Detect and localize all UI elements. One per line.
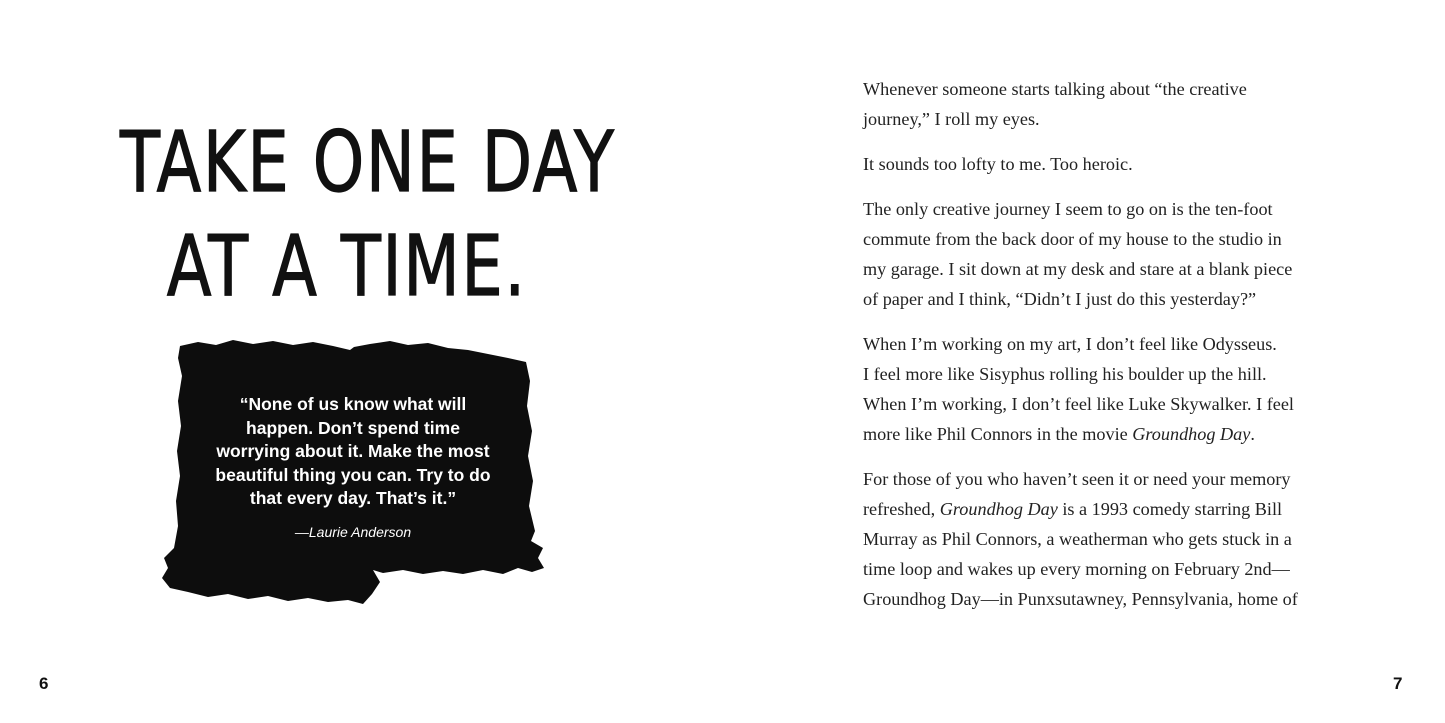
text-line: time loop and wakes up every morning on February 2nd— — [863, 559, 1290, 579]
text-line: Murray as Phil Connors, a weatherman who gets stuck in a — [863, 529, 1292, 549]
text-segment: is a 1993 comedy starring Bill — [1057, 499, 1283, 519]
text-segment: more like Phil Connors in the movie — [863, 424, 1133, 444]
left-page — [0, 0, 722, 723]
right-page — [722, 0, 1445, 723]
text-line: When I’m working on my art, I don’t feel like Odysseus. — [863, 334, 1277, 354]
text-line: journey,” I roll my eyes. — [863, 109, 1040, 129]
movie-title: Groundhog Day — [939, 499, 1058, 519]
headline-line-1: TAKE ONE DAY — [120, 113, 616, 211]
text-line: my garage. I sit down at my desk and stare at a blank piece — [863, 259, 1293, 279]
text-line: Whenever someone starts talking about “the creative — [863, 79, 1247, 99]
quote-block — [158, 336, 548, 608]
text-line: of paper and I think, “Didn’t I just do this yesterday?” — [863, 289, 1257, 309]
text-line — [863, 419, 1313, 449]
body-text — [863, 74, 1313, 629]
text-line: Groundhog Day—in Punxsutawney, Pennsylvania, home of — [863, 589, 1298, 609]
paragraph — [863, 464, 1313, 614]
quote-line: that every day. That’s it.” — [249, 488, 457, 508]
paragraph — [863, 149, 1313, 179]
text-segment: . — [1250, 424, 1255, 444]
headline — [120, 110, 616, 318]
paragraph — [863, 74, 1313, 134]
text-line: commute from the back door of my house to the studio in — [863, 229, 1282, 249]
quote-text — [188, 393, 518, 511]
quote-attribution: —Laurie Anderson — [294, 524, 412, 540]
quote-line: worrying about it. Make the most — [216, 441, 490, 461]
quote-line: “None of us know what will — [239, 394, 467, 414]
text-line: It sounds too lofty to me. Too heroic. — [863, 154, 1133, 174]
paragraph — [863, 329, 1313, 449]
page-number-right: 7 — [1393, 674, 1403, 693]
quote-line: happen. Don’t spend time — [246, 417, 460, 438]
movie-title: Groundhog Day — [1132, 424, 1251, 444]
text-line: When I’m working, I don’t feel like Luke Skywalker. I feel — [863, 394, 1294, 414]
page-number-left: 6 — [39, 674, 49, 693]
paragraph — [863, 194, 1313, 314]
text-line: For those of you who haven’t seen it or need your memory — [863, 469, 1291, 489]
text-line: I feel more like Sisyphus rolling his boulder up the hill. — [863, 364, 1267, 384]
text-line — [863, 494, 1313, 524]
quote-line: beautiful thing you can. Try to do — [215, 464, 491, 485]
text-line: The only creative journey I seem to go on is the ten-foot — [863, 199, 1273, 219]
text-segment: refreshed, — [863, 499, 940, 519]
headline-line-2: AT A TIME. — [166, 217, 527, 315]
